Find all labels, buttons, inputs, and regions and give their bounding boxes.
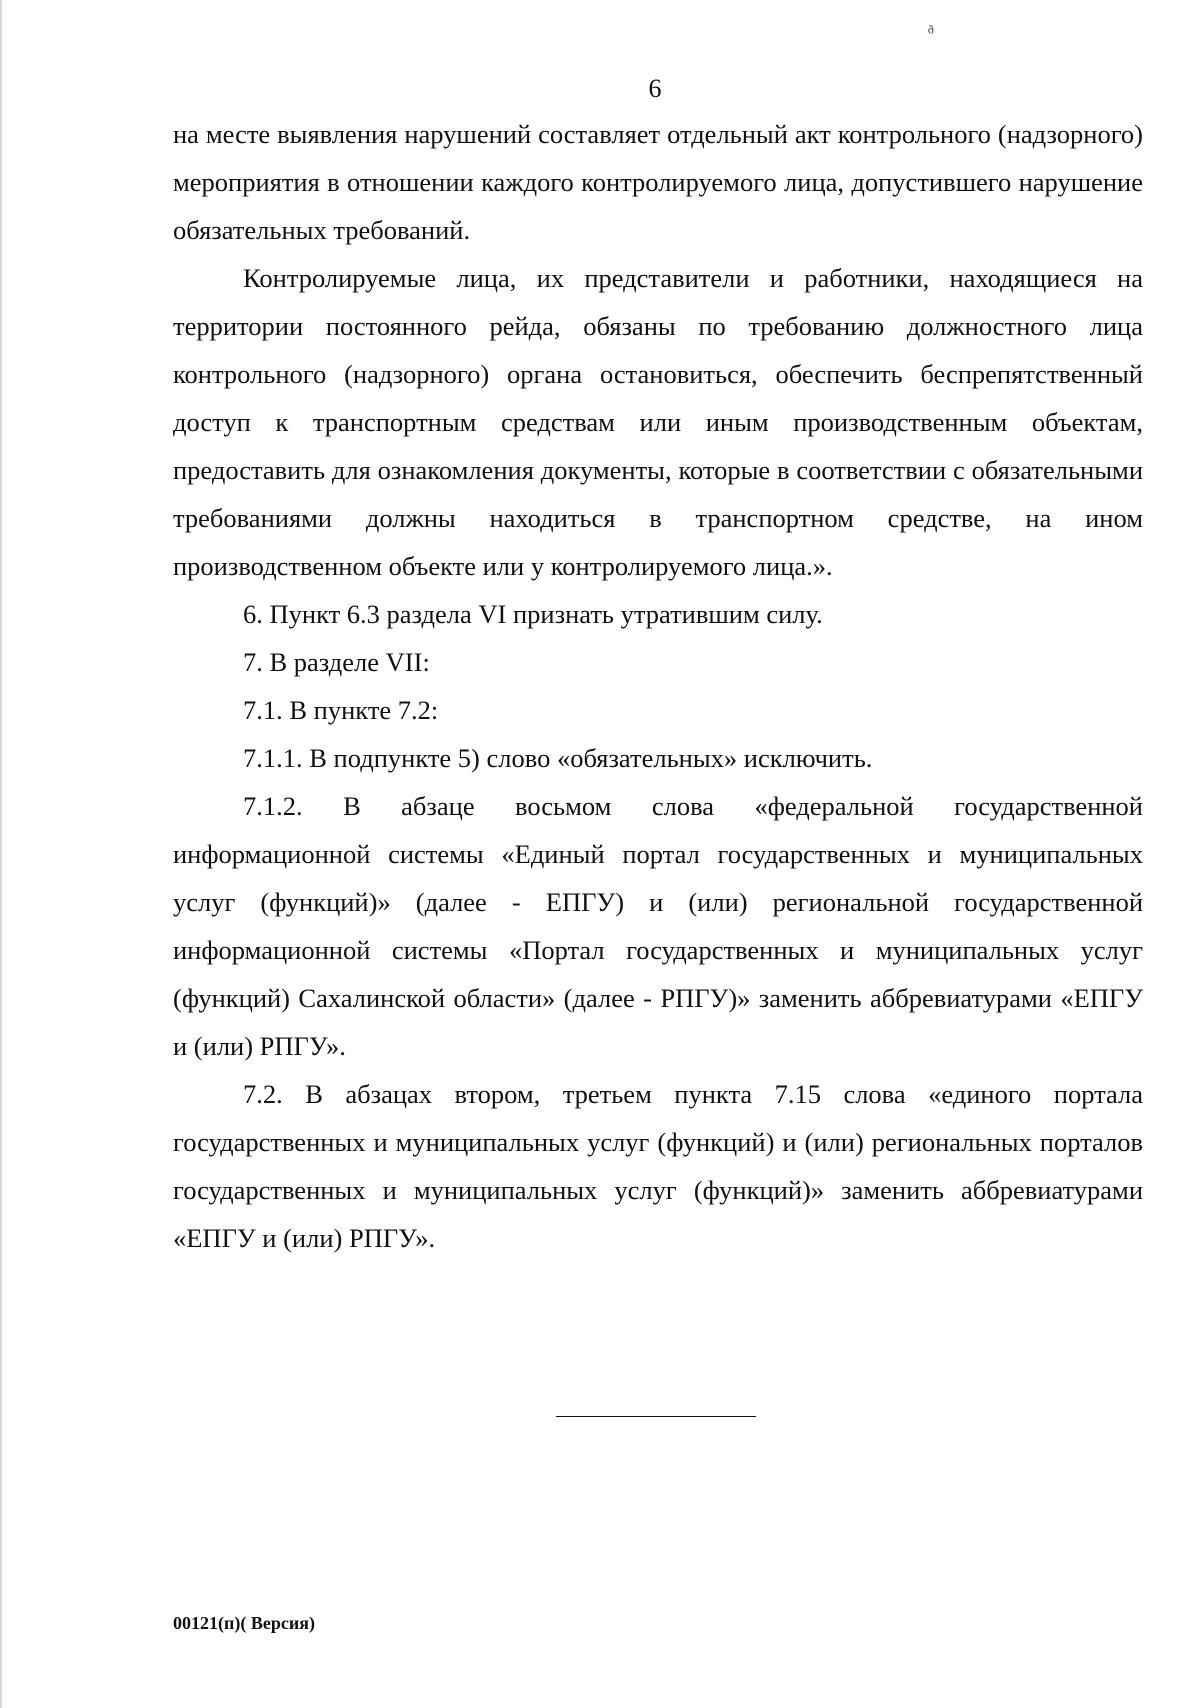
- handwritten-mark: ᶞ: [928, 22, 934, 44]
- page-number: 6: [648, 74, 662, 103]
- scan-edge: [0, 0, 2, 1708]
- document-body: [173, 110, 1143, 1262]
- paragraph: 6. Пункт 6.3 раздела VI признать утратившим силу.: [243, 599, 823, 629]
- end-separator-line: [556, 1416, 756, 1417]
- paragraph: Контролируемые лица, их представители и работники, находящиеся на территории постоянного рейда, обязаны по требованию должностного лица контрольного (надзорного) органа остановиться, обеспечить беспрепятственный доступ к транспортным средствам или иным производственным объектам, предоставить для ознакомления документы, которые в соответствии с обязательными требованиями должны находиться в транспортном средстве, на ином производственном объекте или у контролируемого лица.».: [173, 263, 1143, 581]
- paragraph: 7. В разделе VII:: [243, 647, 430, 677]
- paragraph: 7.1.2. В абзаце восьмом слова «федеральной государственной информационной системы «Единый портал государственных и муниципальных услуг (функций)» (далее - ЕПГУ) и (или) региональной государственной информационной системы «Портал государственных и муниципальных услуг (функций) Сахалинской области» (далее - РПГУ)» заменить аббревиатурами «ЕПГУ и (или) РПГУ».: [173, 791, 1143, 1061]
- paragraph: 7.1. В пункте 7.2:: [243, 695, 439, 725]
- paragraph: на месте выявления нарушений составляет отдельный акт контрольного (надзорного) мероприятия в отношении каждого контролируемого лица, допустившего нарушение обязательных требований.: [173, 119, 1143, 245]
- paragraph: 7.2. В абзацах втором, третьем пункта 7.15 слова «единого портала государственных и муниципальных услуг (функций) и (или) региональных порталов государственных и муниципальных услуг (функций)» заменить аббревиатурами «ЕПГУ и (или) РПГУ».: [173, 1079, 1143, 1253]
- paragraph: 7.1.1. В подпункте 5) слово «обязательных» исключить.: [243, 743, 873, 773]
- document-footer-code: 00121(п)( Версия): [173, 1613, 315, 1633]
